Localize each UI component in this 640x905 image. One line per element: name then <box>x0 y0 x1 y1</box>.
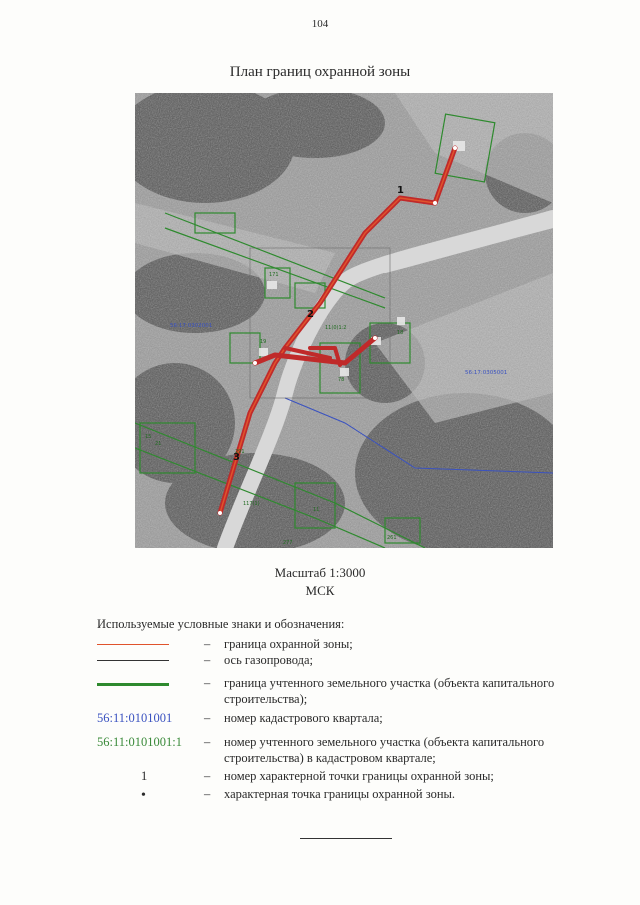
aerial-map <box>135 93 553 548</box>
crs-label: МСК <box>305 583 335 598</box>
footer-rule <box>300 838 392 839</box>
parcel-label: 15 <box>145 434 152 440</box>
page-number: 104 <box>311 18 329 30</box>
legend-text: характерная точка границы охранной зоны. <box>224 787 456 801</box>
protection-zone-swatch <box>97 644 169 645</box>
parcel-boundary-swatch <box>97 683 169 686</box>
parcel-label: 78 <box>338 377 345 383</box>
point-number-code: 1 <box>141 769 148 783</box>
point-label-1: 1 <box>397 185 404 196</box>
point-label-2: 2 <box>307 309 314 320</box>
pipeline-axis-swatch <box>97 660 169 661</box>
legend-text: граница охранной зоны; <box>224 637 353 651</box>
parcel-label: 18 <box>397 330 404 336</box>
point-marker-symbol: • <box>141 788 146 803</box>
legend-dash: – <box>204 653 211 667</box>
legend-dash: – <box>204 769 211 783</box>
parcel-label: 171 <box>269 272 279 278</box>
cadastral-block-label-1: 56:17:0302001 <box>170 323 213 329</box>
legend-text: номер учтенного земельного участка (объекта капитального строительства) в кадастровом квартале; <box>224 735 545 765</box>
parcel-label: 291 <box>235 449 245 455</box>
parcel-label: 19 <box>260 339 267 345</box>
legend-dash: – <box>204 787 211 801</box>
legend-dash: – <box>204 711 211 725</box>
legend-dash: – <box>204 637 211 651</box>
legend-text: номер характерной точки границы охранной зоны; <box>224 769 494 783</box>
cadastral-block-code: 56:11:0101001 <box>97 711 173 725</box>
photo-texture <box>135 93 553 548</box>
cadastral-block-label-2: 56:17:0305001 <box>465 370 508 376</box>
legend-text: номер кадастрового квартала; <box>224 711 383 725</box>
parcel-label: 261 <box>387 535 397 541</box>
map-svg <box>135 93 553 548</box>
legend-text: ось газопровода; <box>224 653 314 667</box>
legend-dash: – <box>204 676 211 690</box>
plan-title: План границ охранной зоны <box>229 64 411 80</box>
point-label-3: 3 <box>233 452 240 463</box>
legend-dash: – <box>204 735 211 749</box>
parcel-label: 117(1) <box>243 501 260 507</box>
parcel-label: 277 <box>283 540 293 546</box>
parcel-label: 21 <box>155 441 162 447</box>
parcel-label: 11(0)1:2 <box>325 325 347 331</box>
scale-label: Масштаб 1:3000 <box>274 565 366 580</box>
parcel-number-code: 56:11:0101001:1 <box>97 735 182 749</box>
legend-text: граница учтенного земельного участка (объекта капитального строительства); <box>224 676 555 706</box>
parcel-label: 11 <box>313 507 320 513</box>
legend-heading: Используемые условные знаки и обозначения: <box>97 617 345 631</box>
